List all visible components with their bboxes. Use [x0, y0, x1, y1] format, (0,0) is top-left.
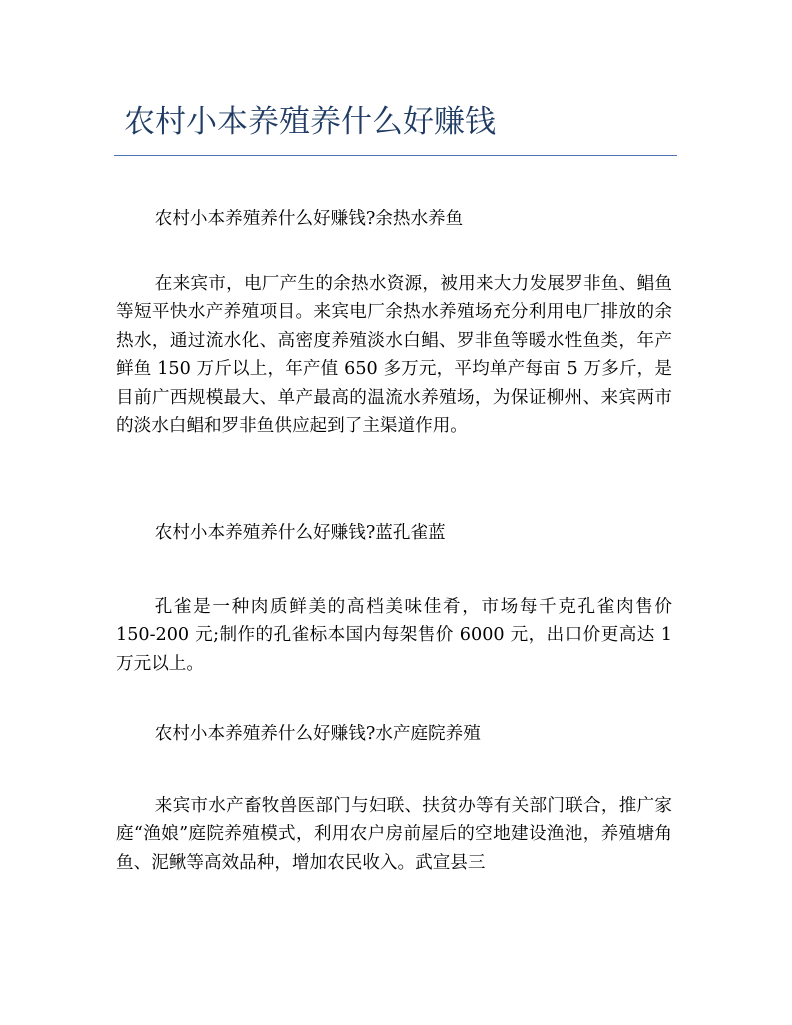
section-heading-1: 农村小本养殖养什么好赚钱?余热水养鱼 [154, 209, 464, 229]
section-paragraph-2: 孔雀是一种肉质鲜美的高档美味佳肴，市场每千克孔雀肉售价 150-200 元;制作的孔雀标本国内每架售价 6000 元，出口价更高达 1 万元以上。 [116, 597, 672, 674]
section-paragraph-1: 在来宾市，电厂产生的余热水资源，被用来大力发展罗非鱼、鲳鱼等短平快水产养殖项目。来宾电厂余热水养殖场充分利用电厂排放的余热水，通过流水化、高密度养殖淡水白鲳、罗非鱼等暖水性鱼类，年产鲜鱼 150 万斤以上，年产值 650 多万元，平均单产每亩 5 万多斤，是目前广西规模最大、单产最高的温流水养殖场，为保证柳州、来宾两市的淡水白鲳和罗非鱼供应起到了主渠道作用。 [116, 274, 672, 437]
section-heading-3: 农村小本养殖养什么好赚钱?水产庭院养殖 [154, 724, 481, 744]
page-title: 农村小本养殖养什么好赚钱 [124, 104, 496, 140]
title-underline [114, 155, 677, 156]
section-paragraph-3: 来宾市水产畜牧兽医部门与妇联、扶贫办等有关部门联合，推广家庭“渔娘”庭院养殖模式，利用农户房前屋后的空地建设渔池，养殖塘角鱼、泥鳅等高效品种，增加农民收入。武宣县三 [116, 796, 672, 873]
section-heading-2: 农村小本养殖养什么好赚钱?蓝孔雀蓝 [154, 523, 446, 543]
